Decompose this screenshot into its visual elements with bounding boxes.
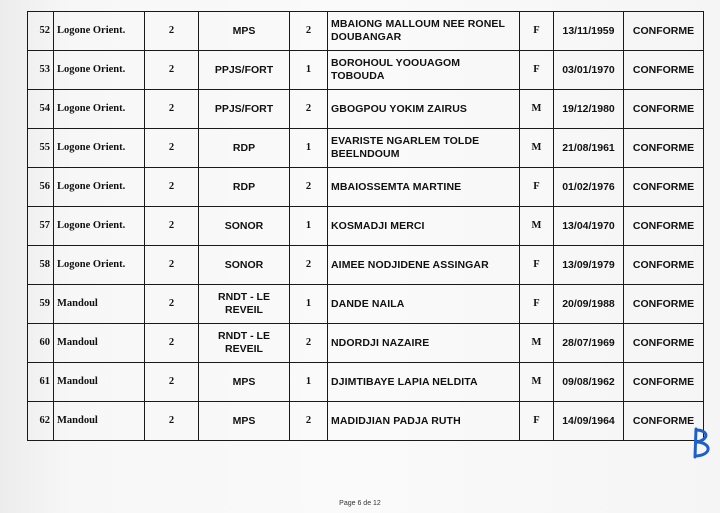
party-cell: PPJS/FORT [199,90,290,129]
rank-cell: 2 [290,90,328,129]
region-cell: Logone Orient. [54,207,145,246]
sex-cell: M [520,324,554,363]
table-row [28,402,704,441]
seats-cell: 2 [145,402,199,441]
rank-cell: 1 [290,129,328,168]
party-cell: RDP [199,129,290,168]
candidate-table [27,11,704,441]
candidate-name-cell: DJIMTIBAYE LAPIA NELDITA [328,363,520,402]
region-cell: Mandoul [54,285,145,324]
status-cell: CONFORME [624,363,704,402]
seats-cell: 2 [145,246,199,285]
candidate-name-cell: EVARISTE NGARLEM TOLDE BEELNDOUM [328,129,520,168]
candidate-name-cell: BOROHOUL YOOUAGOM TOBOUDA [328,51,520,90]
rank-cell: 1 [290,207,328,246]
row-number: 57 [28,207,54,246]
table-row [28,246,704,285]
row-number: 55 [28,129,54,168]
status-cell: CONFORME [624,51,704,90]
seats-cell: 2 [145,363,199,402]
sex-cell: F [520,402,554,441]
party-cell: SONOR [199,246,290,285]
rank-cell: 2 [290,246,328,285]
region-cell: Mandoul [54,402,145,441]
candidate-name-cell: MBAIOSSEMTA MARTINE [328,168,520,207]
row-number: 62 [28,402,54,441]
table-row [28,90,704,129]
region-cell: Logone Orient. [54,246,145,285]
status-cell: CONFORME [624,12,704,51]
candidate-name-cell: AIMEE NODJIDENE ASSINGAR [328,246,520,285]
region-cell: Logone Orient. [54,168,145,207]
region-cell: Logone Orient. [54,12,145,51]
sex-cell: F [520,51,554,90]
rank-cell: 2 [290,402,328,441]
seats-cell: 2 [145,324,199,363]
birth-date-cell: 01/02/1976 [554,168,624,207]
table-row [28,363,704,402]
birth-date-cell: 13/09/1979 [554,246,624,285]
seats-cell: 2 [145,285,199,324]
row-number: 52 [28,12,54,51]
birth-date-cell: 28/07/1969 [554,324,624,363]
rank-cell: 2 [290,12,328,51]
table-row [28,285,704,324]
birth-date-cell: 13/04/1970 [554,207,624,246]
rank-cell: 1 [290,285,328,324]
table-row [28,324,704,363]
region-cell: Logone Orient. [54,129,145,168]
region-cell: Logone Orient. [54,90,145,129]
table-row [28,129,704,168]
row-number: 58 [28,246,54,285]
birth-date-cell: 13/11/1959 [554,12,624,51]
birth-date-cell: 20/09/1988 [554,285,624,324]
status-cell: CONFORME [624,207,704,246]
row-number: 56 [28,168,54,207]
sex-cell: F [520,285,554,324]
table-row [28,12,704,51]
row-number: 53 [28,51,54,90]
status-cell: CONFORME [624,129,704,168]
sex-cell: F [520,246,554,285]
sex-cell: M [520,129,554,168]
row-number: 60 [28,324,54,363]
birth-date-cell: 14/09/1964 [554,402,624,441]
candidate-name-cell: KOSMADJI MERCI [328,207,520,246]
table-row [28,51,704,90]
birth-date-cell: 09/08/1962 [554,363,624,402]
sex-cell: F [520,12,554,51]
party-cell: MPS [199,363,290,402]
seats-cell: 2 [145,207,199,246]
handwritten-initial-mark [690,427,718,461]
sex-cell: M [520,90,554,129]
region-cell: Mandoul [54,324,145,363]
row-number: 61 [28,363,54,402]
status-cell: CONFORME [624,246,704,285]
birth-date-cell: 03/01/1970 [554,51,624,90]
table-body [28,12,704,441]
status-cell: CONFORME [624,324,704,363]
rank-cell: 2 [290,168,328,207]
seats-cell: 2 [145,129,199,168]
row-number: 54 [28,90,54,129]
seats-cell: 2 [145,90,199,129]
seats-cell: 2 [145,51,199,90]
sex-cell: F [520,168,554,207]
seats-cell: 2 [145,12,199,51]
party-cell: SONOR [199,207,290,246]
candidate-name-cell: GBOGPOU YOKIM ZAIRUS [328,90,520,129]
rank-cell: 1 [290,51,328,90]
candidate-name-cell: NDORDJI NAZAIRE [328,324,520,363]
candidate-name-cell: DANDE NAILA [328,285,520,324]
seats-cell: 2 [145,168,199,207]
page-number: Page 6 de 12 [339,500,381,507]
status-cell: CONFORME [624,402,704,441]
party-cell: PPJS/FORT [199,51,290,90]
party-cell: MPS [199,12,290,51]
table-row [28,168,704,207]
rank-cell: 1 [290,363,328,402]
row-number: 59 [28,285,54,324]
region-cell: Logone Orient. [54,51,145,90]
party-cell: RNDT - LE REVEIL [199,324,290,363]
candidate-name-cell: MADIDJIAN PADJA RUTH [328,402,520,441]
status-cell: CONFORME [624,168,704,207]
table-row [28,207,704,246]
sex-cell: M [520,363,554,402]
party-cell: RNDT - LE REVEIL [199,285,290,324]
party-cell: MPS [199,402,290,441]
party-cell: RDP [199,168,290,207]
status-cell: CONFORME [624,90,704,129]
rank-cell: 2 [290,324,328,363]
region-cell: Mandoul [54,363,145,402]
candidate-name-cell: MBAIONG MALLOUM NEE RONEL DOUBANGAR [328,12,520,51]
birth-date-cell: 19/12/1980 [554,90,624,129]
status-cell: CONFORME [624,285,704,324]
birth-date-cell: 21/08/1961 [554,129,624,168]
sex-cell: M [520,207,554,246]
